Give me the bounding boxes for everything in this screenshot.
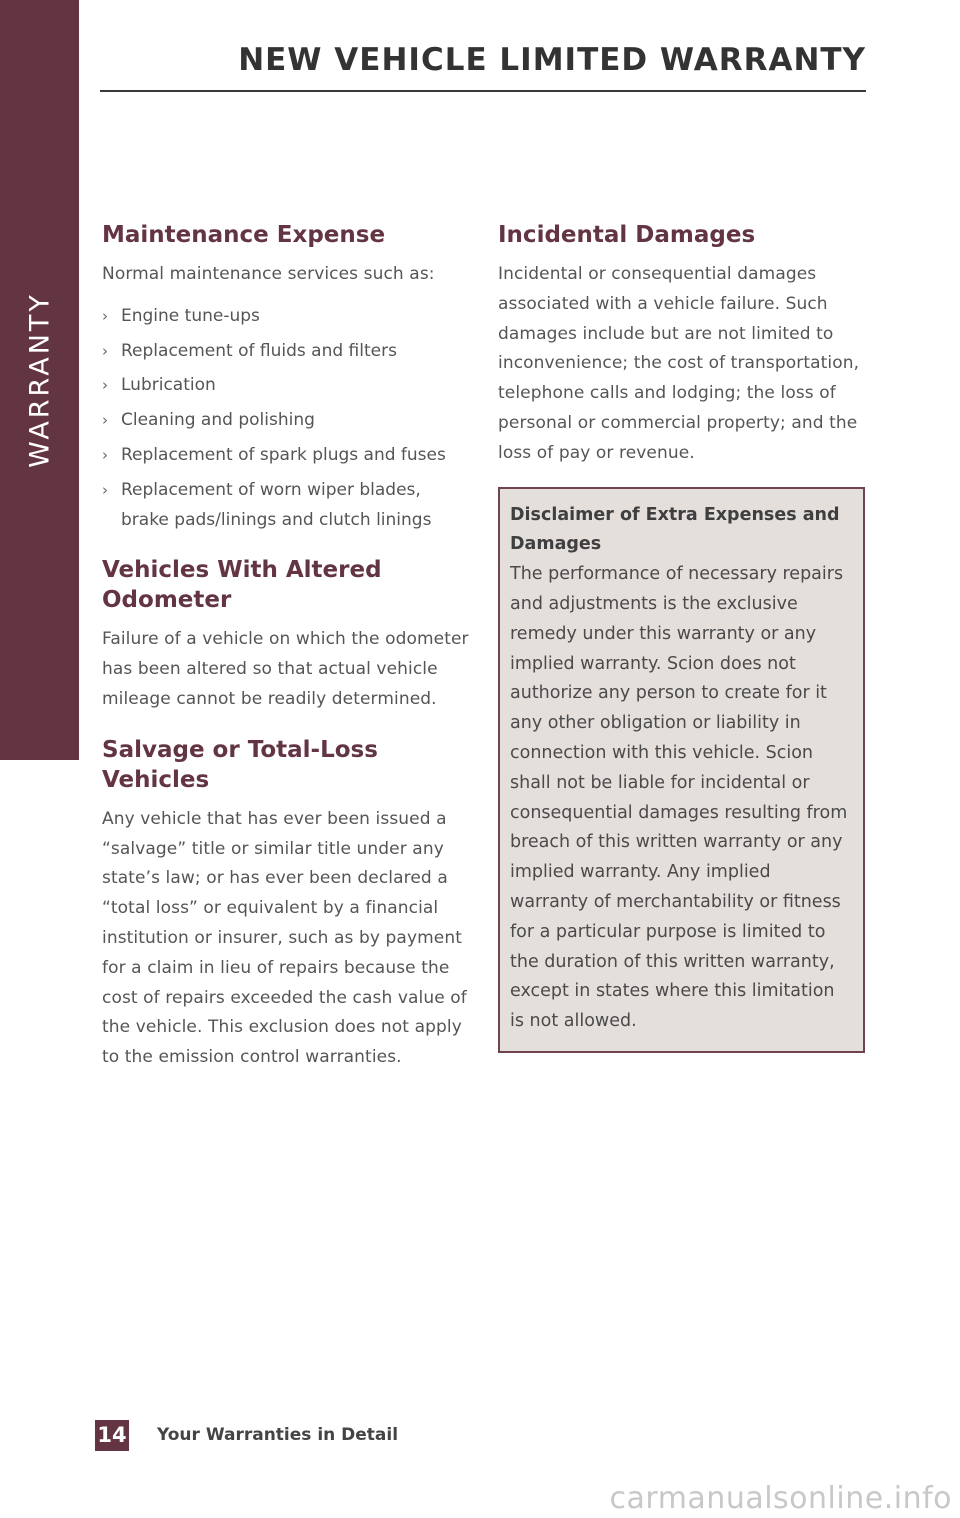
chevron-right-icon: › [102,341,108,360]
maintenance-intro: Normal maintenance services such as: [102,264,435,284]
maintenance-list [102,302,470,536]
side-tab [0,0,79,760]
disclaimer-callout [498,487,865,1053]
list-item: › Engine tune-ups [102,302,470,332]
incidental-heading: Incidental Damages [498,222,756,248]
chevron-right-icon: › [102,411,108,430]
right-column [498,220,864,1053]
side-tab-label: WARRANTY [24,292,56,468]
page-number: 14 [95,1420,129,1451]
left-column [102,220,470,1073]
chevron-right-icon: › [102,480,108,499]
list-item: › Replacement of spark plugs and fuses [102,441,470,471]
watermark: carmanualsonline.info [609,1481,952,1516]
salvage-heading: Salvage or Total-Loss Vehicles [102,736,378,793]
salvage-body: Any vehicle that has ever been issued a “salvage” title or similar title under any state’s law; or has ever been declared a “total loss” or equivalent by a financial institution or insurer, such as by payment for a claim in lieu of repairs because the cost of repairs exceeded the cash value of the vehicle. This exclusion does not apply to the emission control warranties. [102,808,467,1068]
odometer-heading: Vehicles With Altered Odometer [102,557,382,614]
page-title: NEW VEHICLE LIMITED WARRANTY [238,42,866,78]
chevron-right-icon: › [102,376,108,395]
list-item: › Replacement of fluids and filters [102,337,470,367]
disclaimer-body: The performance of necessary repairs and adjustments is the exclusive remedy under this warranty or any implied warranty. Scion does not authorize any person to create for it any other obligation or liability in connection with this vehicle. Scion shall not be liable for incidental or consequential damages resulting from breach of this written warranty or any implied warranty. Any implied warranty of merchantability or fitness for a particular purpose is limited to the duration of this written warranty, except in states where this limitation is not allowed. [510,564,848,1032]
chevron-right-icon: › [102,445,108,464]
list-item: › Lubrication [102,371,470,401]
footer-title: Your Warranties in Detail [157,1425,399,1445]
list-item: › Cleaning and polishing [102,406,470,436]
maintenance-heading: Maintenance Expense [102,222,386,248]
disclaimer-title: Disclaimer of Extra Expenses and Damages [510,504,840,555]
list-item: › Replacement of worn wiper blades, brake pads/linings and clutch linings [102,476,470,536]
chevron-right-icon: › [102,306,108,325]
incidental-body: Incidental or consequential damages associated with a vehicle failure. Such damages include but are not limited to inconvenience; the cost of transportation, telephone calls and lodging; the loss of personal or commercial property; and the loss of pay or revenue. [498,264,860,463]
page-header [100,38,866,92]
odometer-body: Failure of a vehicle on which the odometer has been altered so that actual vehicle mileage cannot be readily determined. [102,629,469,709]
